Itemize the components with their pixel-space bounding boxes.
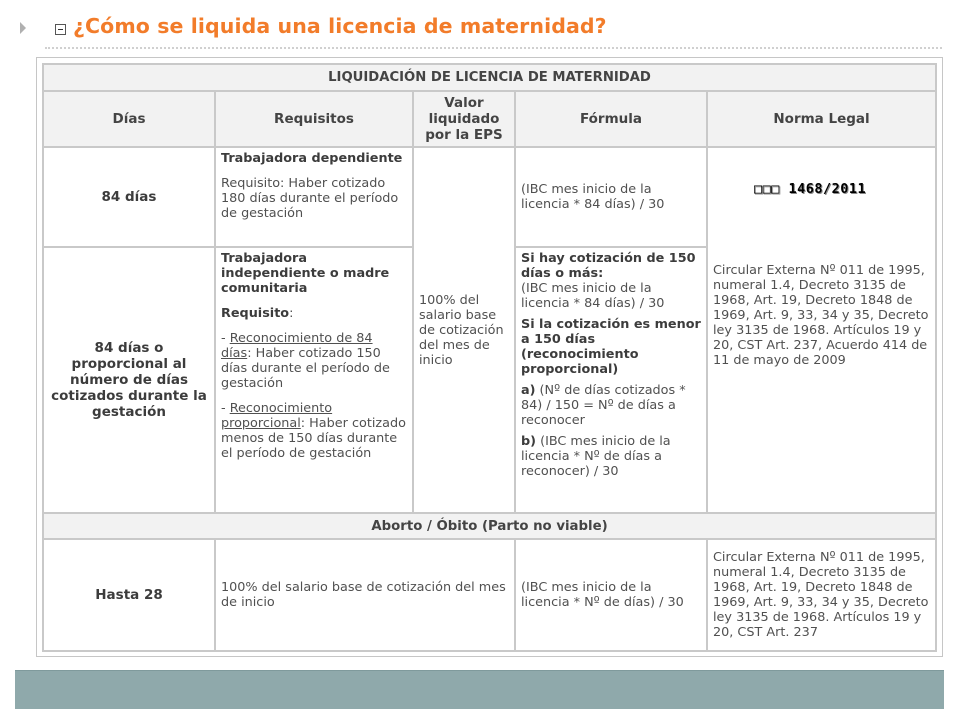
formula-heading-1: Si hay cotización de 150 días o más: — [521, 251, 696, 281]
norma-cell-aborto: Circular Externa Nº 011 de 1995, numeral 1.4, Decreto 3135 de 1968, Art. 19, Decreto 1848 de 1969, Art. 9, 33, 34 y 35, Decreto ley 3135 de 1968. Artículos 19 y 20, CST Art. 237 — [707, 539, 936, 651]
footer-bar — [15, 670, 944, 709]
decreto-overlay-label: □□□ 1468/2011 — [754, 181, 867, 197]
collapse-minus-icon[interactable] — [55, 24, 66, 35]
requisitos-cell-dependiente — [215, 147, 413, 247]
requisito-text: Requisito: Haber cotizado 180 días durante el período de gestación — [221, 176, 399, 221]
formula-step-b: b) (IBC mes inicio de la licencia * Nº de días a reconocer) / 30 — [521, 434, 671, 479]
valor-cell-shared: 100% del salario base de cotización del mes de inicio — [413, 147, 515, 513]
requisito-item-proporcional: - Reconocimiento proporcional: Haber cotizado menos de 150 días durante el período de gestación — [221, 401, 406, 461]
table-row — [43, 147, 936, 247]
section-title-aborto: Aborto / Óbito (Parto no viable) — [43, 513, 936, 539]
liquidation-table — [42, 63, 937, 652]
column-header-dias: Días — [43, 91, 215, 147]
formula-text-1: (IBC mes inicio de la licencia * 84 días) / 30 — [521, 281, 665, 311]
left-arrow-icon — [20, 22, 26, 34]
reconocimiento-proporcional-link: Reconocimiento proporcional — [221, 401, 333, 431]
requisito-item-84: - Reconocimiento de 84 días: Haber cotizado 150 días durante el período de gestación — [221, 331, 390, 391]
requisito-label: Requisito — [221, 306, 290, 321]
norma-cell-shared — [707, 147, 936, 513]
reconocimiento-84-link: Reconocimiento de 84 días — [221, 331, 373, 361]
column-header-requisitos: Requisitos — [215, 91, 413, 147]
column-header-formula: Fórmula — [515, 91, 707, 147]
requisito-title: Trabajadora independiente o madre comunitaria — [221, 251, 390, 296]
valor-cell-aborto: 100% del salario base de cotización del mes de inicio — [215, 539, 515, 651]
formula-cell-aborto: (IBC mes inicio de la licencia * Nº de días) / 30 — [515, 539, 707, 651]
column-header-norma: Norma Legal — [707, 91, 936, 147]
dias-cell-proporcional: 84 días o proporcional al número de días cotizados durante la gestación — [43, 247, 215, 513]
column-header-valor: Valor liquidado por la EPS — [413, 91, 515, 147]
formula-step-a: a) (Nº de días cotizados * 84) / 150 = Nº de días a reconocer — [521, 383, 686, 428]
dotted-divider — [45, 47, 942, 49]
dias-cell-84: 84 días — [43, 147, 215, 247]
norma-text: Circular Externa Nº 011 de 1995, numeral 1.4, Decreto 3135 de 1968, Art. 19, Decreto 1848 de 1969, Art. 9, 33, 34 y 35, Decreto ley 3135 de 1968. Artículos 19 y 20, CST Art. 237, Acuerdo 414 de 11 de mayo de 2009 — [713, 263, 929, 368]
table-title: LIQUIDACIÓN DE LICENCIA DE MATERNIDAD — [43, 64, 936, 91]
formula-cell-proporcional — [515, 247, 707, 513]
formula-heading-2: Si la cotización es menor a 150 días (reconocimiento proporcional) — [521, 317, 701, 377]
requisito-title: Trabajadora dependiente — [221, 151, 403, 166]
table-row — [43, 539, 936, 651]
dias-cell-hasta-28: Hasta 28 — [43, 539, 215, 651]
formula-cell-84: (IBC mes inicio de la licencia * 84 días) / 30 — [515, 147, 707, 247]
page-title: ¿Cómo se liquida una licencia de maternidad? — [73, 14, 607, 38]
requisitos-cell-independiente: Trabajadora independiente o madre comunitaria Requisito: - Reconocimiento de 84 días: Haber cotizado 150 días durante el período de gestación - Reconocimiento proporcional: Haber cotizado menos de 150 días durante el período de gestación — [215, 247, 413, 513]
